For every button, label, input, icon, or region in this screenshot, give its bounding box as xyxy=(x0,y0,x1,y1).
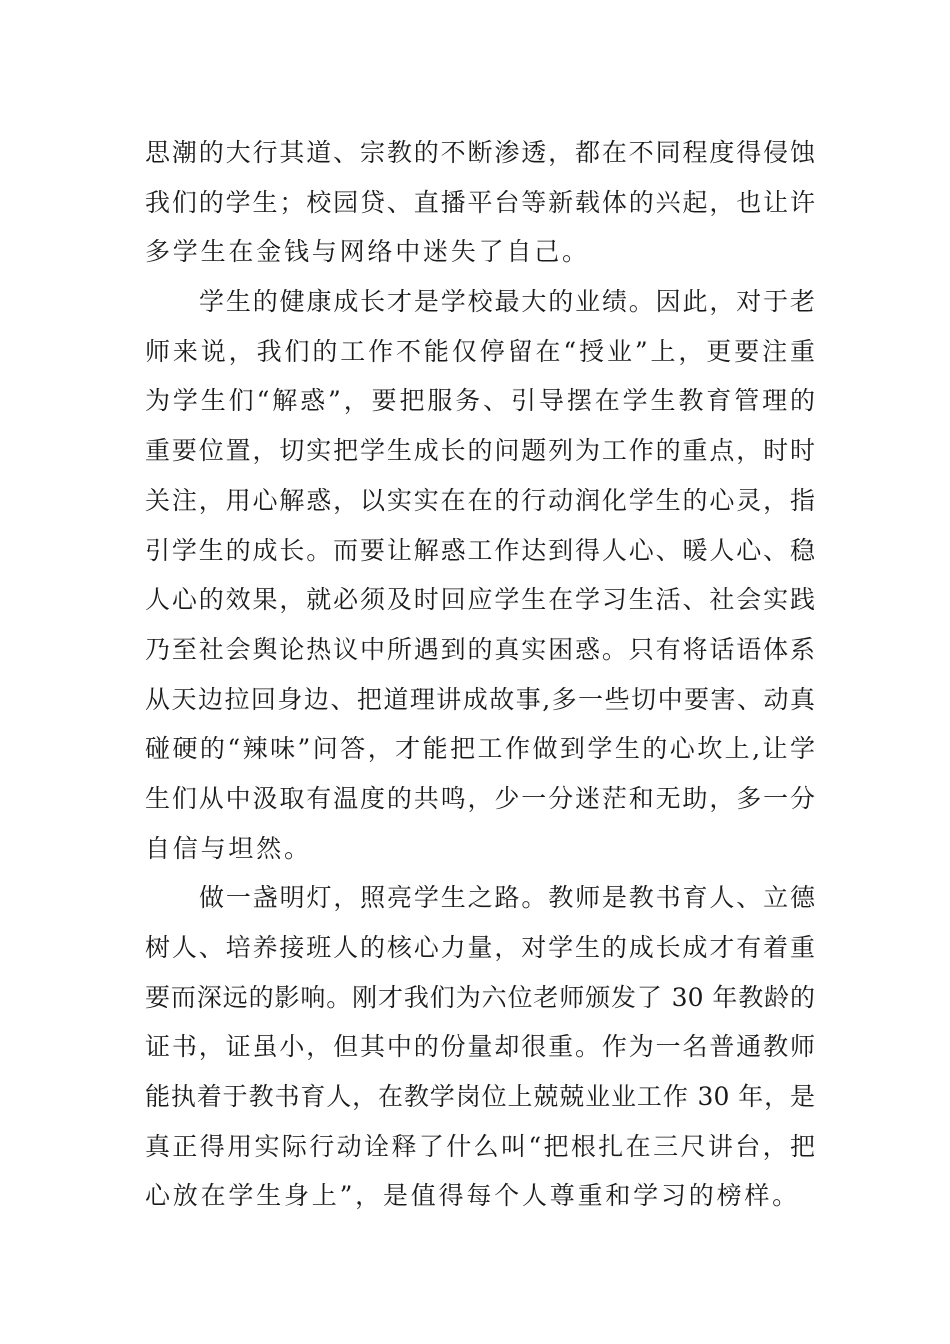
text-line: 人心的效果，就必须及时回应学生在学习生活、社会实践 xyxy=(145,585,815,615)
text-line: 能执着于教书育人，在教学岗位上兢兢业业工作 30 年，是 xyxy=(145,1082,815,1112)
text-line: 我们的学生；校园贷、直播平台等新载体的兴起，也让许 xyxy=(145,187,815,217)
text-line: 为学生们“解惑”，要把服务、引导摆在学生教育管理的 xyxy=(145,386,815,416)
text-line: 乃至社会舆论热议中所遇到的真实困惑。只有将话语体系 xyxy=(145,634,815,664)
text-line: 树人、培养接班人的核心力量，对学生的成长成才有着重 xyxy=(145,933,815,962)
text-line: 自信与坦然。 xyxy=(145,833,312,863)
paragraph-first-line: 学生的健康成长才是学校最大的业绩。因此，对于老 xyxy=(199,287,815,317)
paragraph-first-line: 做一盏明灯，照亮学生之路。教师是教书育人、立德 xyxy=(199,883,815,913)
text-line: 思潮的大行其道、宗教的不断渗透，都在不同程度得侵蚀 xyxy=(145,138,815,167)
text-line: 引学生的成长。而要让解惑工作达到得人心、暖人心、稳 xyxy=(145,535,815,565)
text-line: 从天边拉回身边、把道理讲成故事,多一些切中要害、动真 xyxy=(145,684,815,714)
text-line: 证书，证虽小，但其中的份量却很重。作为一名普通教师 xyxy=(145,1032,815,1062)
text-line: 碰硬的“辣味”问答，才能把工作做到学生的心坎上,让学 xyxy=(145,734,815,764)
text-line: 真正得用实际行动诠释了什么叫“把根扎在三尺讲台，把 xyxy=(145,1131,815,1161)
text-line: 要而深远的影响。刚才我们为六位老师颁发了 30 年教龄的 xyxy=(145,982,815,1012)
text-line: 多学生在金钱与网络中迷失了自己。 xyxy=(145,237,590,267)
text-line: 关注，用心解惑，以实实在在的行动润化学生的心灵，指 xyxy=(145,485,815,515)
text-line: 重要位置，切实把学生成长的问题列为工作的重点，时时 xyxy=(145,436,815,466)
text-line: 师来说，我们的工作不能仅停留在“授业”上，更要注重 xyxy=(145,336,815,366)
document-body xyxy=(145,128,815,1221)
text-line: 生们从中汲取有温度的共鸣，少一分迷茫和无助，多一分 xyxy=(145,783,815,813)
text-line: 心放在学生身上”，是值得每个人尊重和学习的榜样。 xyxy=(145,1181,800,1211)
